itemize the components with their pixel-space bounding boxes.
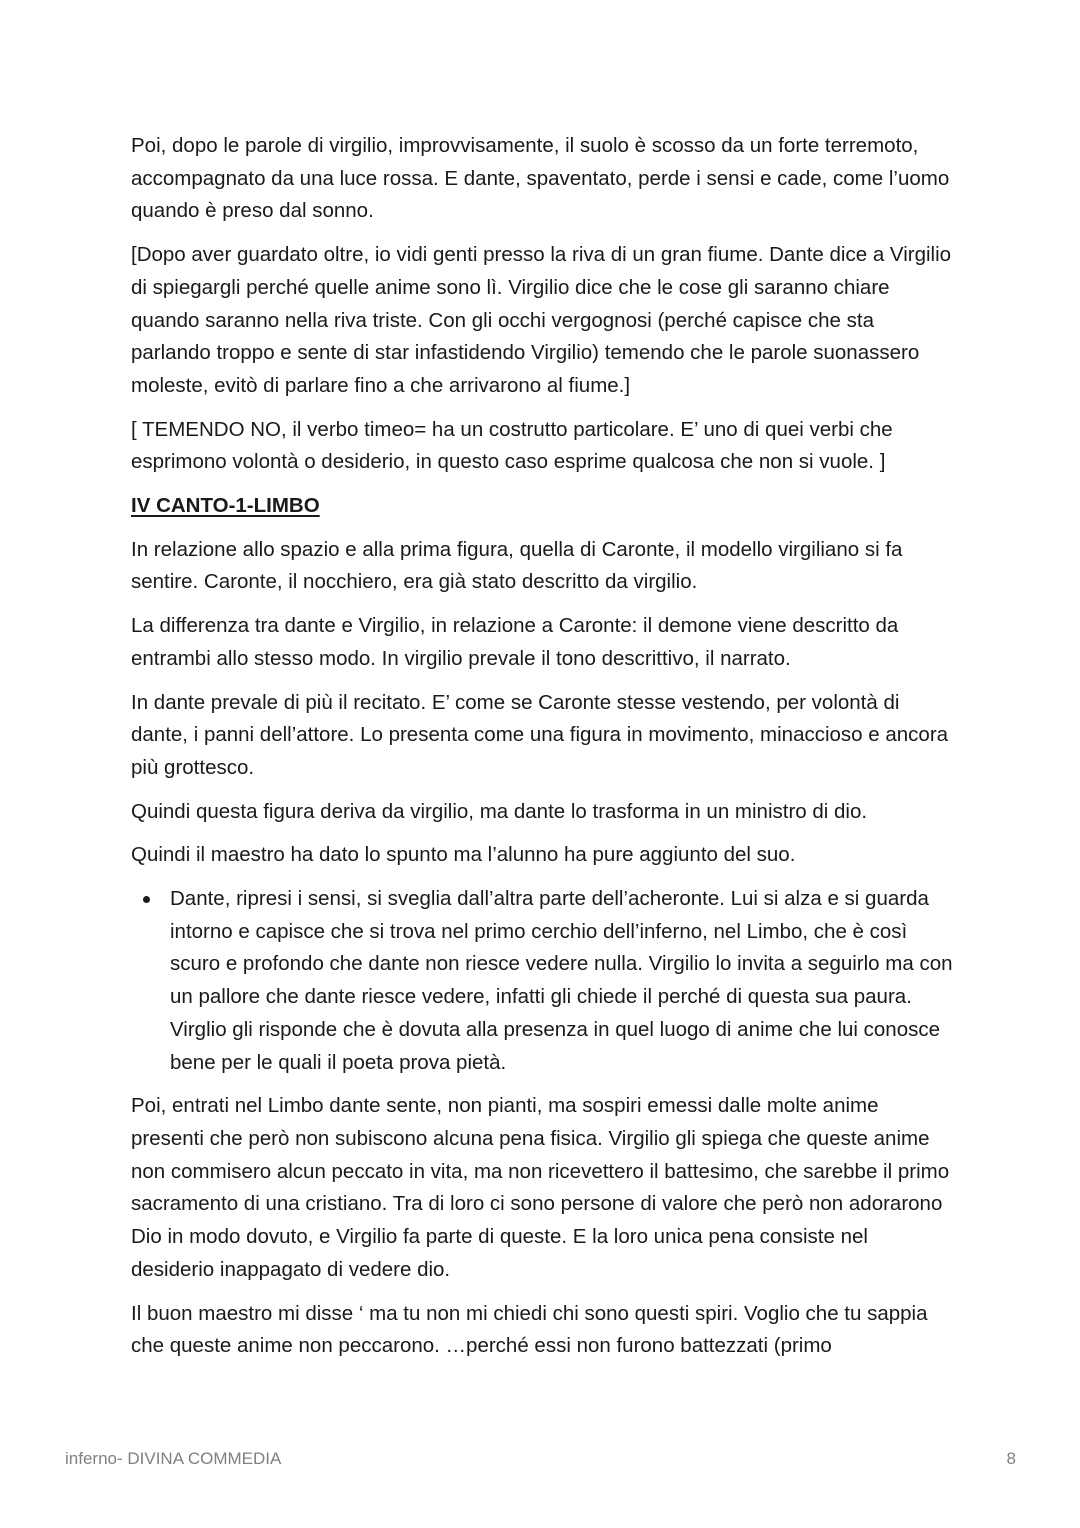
paragraph-difference: La differenza tra dante e Virgilio, in relazione a Caronte: il demone viene descritto da entrambi allo stesso modo. In virgilio prevale il tono descrittivo, il narrato. bbox=[131, 614, 899, 670]
paragraph-buon-maestro: Il buon maestro mi disse ‘ ma tu non mi chiedi chi sono questi spiri. Voglio che tu sappia che queste anime non peccarono. …perché essi non furono battezzati (primo bbox=[131, 1301, 928, 1358]
paragraph-river: [Dopo aver guardato oltre, io vidi genti presso la riva di un gran fiume. Dante dice a Virgilio di spiegargli perché quelle anime sono lì. Virgilio dice che le cose gli saranno chiare quando saranno nella riva triste. Con gli occhi vergognosi (perché capisce che sta parlando troppo e sente di star infastidendo Virgilio) temendo che le parole suonassero moleste, evitò di parlare fino a che arrivarono al fiume.] bbox=[131, 243, 952, 397]
paragraph-limbo: Poi, entrati nel Limbo dante sente, non pianti, ma sospiri emessi dalle molte anime presenti che però non subiscono alcuna pena fisica. Virgilio gli spiega che queste anime non commisero alcun peccato in vita, ma non ricevettero il battesimo, che sarebbe il primo sacramento di una cristiano. Tra di loro ci sono persone di valore che però non adorarono Dio in modo dovuto, e Virgilio fa parte di queste. E la loro unica pena consiste nel desiderio inappagato di vedere dio. bbox=[131, 1094, 950, 1281]
list-item bbox=[131, 883, 953, 1079]
bullet-list bbox=[131, 883, 953, 1079]
page-body bbox=[131, 130, 953, 1374]
paragraph-earthquake: Poi, dopo le parole di virgilio, improvvisamente, il suolo è scosso da un forte terremoto, accompagnato da una luce rossa. E dante, spaventato, perde i sensi e cade, come l’uomo quando è preso dal sonno. bbox=[131, 134, 950, 223]
paragraph-recitato: In dante prevale di più il recitato. E’ come se Caronte stesse vestendo, per volontà di dante, i panni dell’attore. Lo presenta come una figura in movimento, minaccioso e ancora più grottesco. bbox=[131, 690, 949, 779]
bullet-text: Dante, ripresi i sensi, si sveglia dall’altra parte dell’acheronte. Lui si alza e si guarda intorno e capisce che si trova nel primo cerchio dell’inferno, nel Limbo, che è così scuro e profondo che dante non riesce vedere nulla. Virgilio lo invita a seguirlo ma con un pallore che dante riesce vedere, infatti gli chiede il perché di questa sua paura. Virglio gli risponde che è dovuta alla presenza in quel luogo di anime che lui conosce bene per le quali il poeta prova pietà. bbox=[170, 887, 953, 1074]
page-number: 8 bbox=[1006, 1449, 1016, 1468]
paragraph-ministro: Quindi questa figura deriva da virgilio, ma dante lo trasforma in un ministro di dio. bbox=[131, 799, 868, 823]
paragraph-maestro: Quindi il maestro ha dato lo spunto ma l’alunno ha pure aggiunto del suo. bbox=[131, 843, 796, 867]
paragraph-caronte-model: In relazione allo spazio e alla prima figura, quella di Caronte, il modello virgiliano si fa sentire. Caronte, il nocchiero, era già stato descritto da virgilio. bbox=[131, 537, 903, 594]
section-heading: IV CANTO-1-LIMBO bbox=[131, 494, 320, 518]
paragraph-temendo-note: [ TEMENDO NO, il verbo timeo= ha un costrutto particolare. E’ uno di quei verbi che esprimono volontà o desiderio, in questo caso esprime qualcosa che non si vuole. ] bbox=[131, 417, 893, 474]
bullet-icon bbox=[143, 896, 150, 903]
footer-title: inferno- DIVINA COMMEDIA bbox=[65, 1449, 282, 1468]
